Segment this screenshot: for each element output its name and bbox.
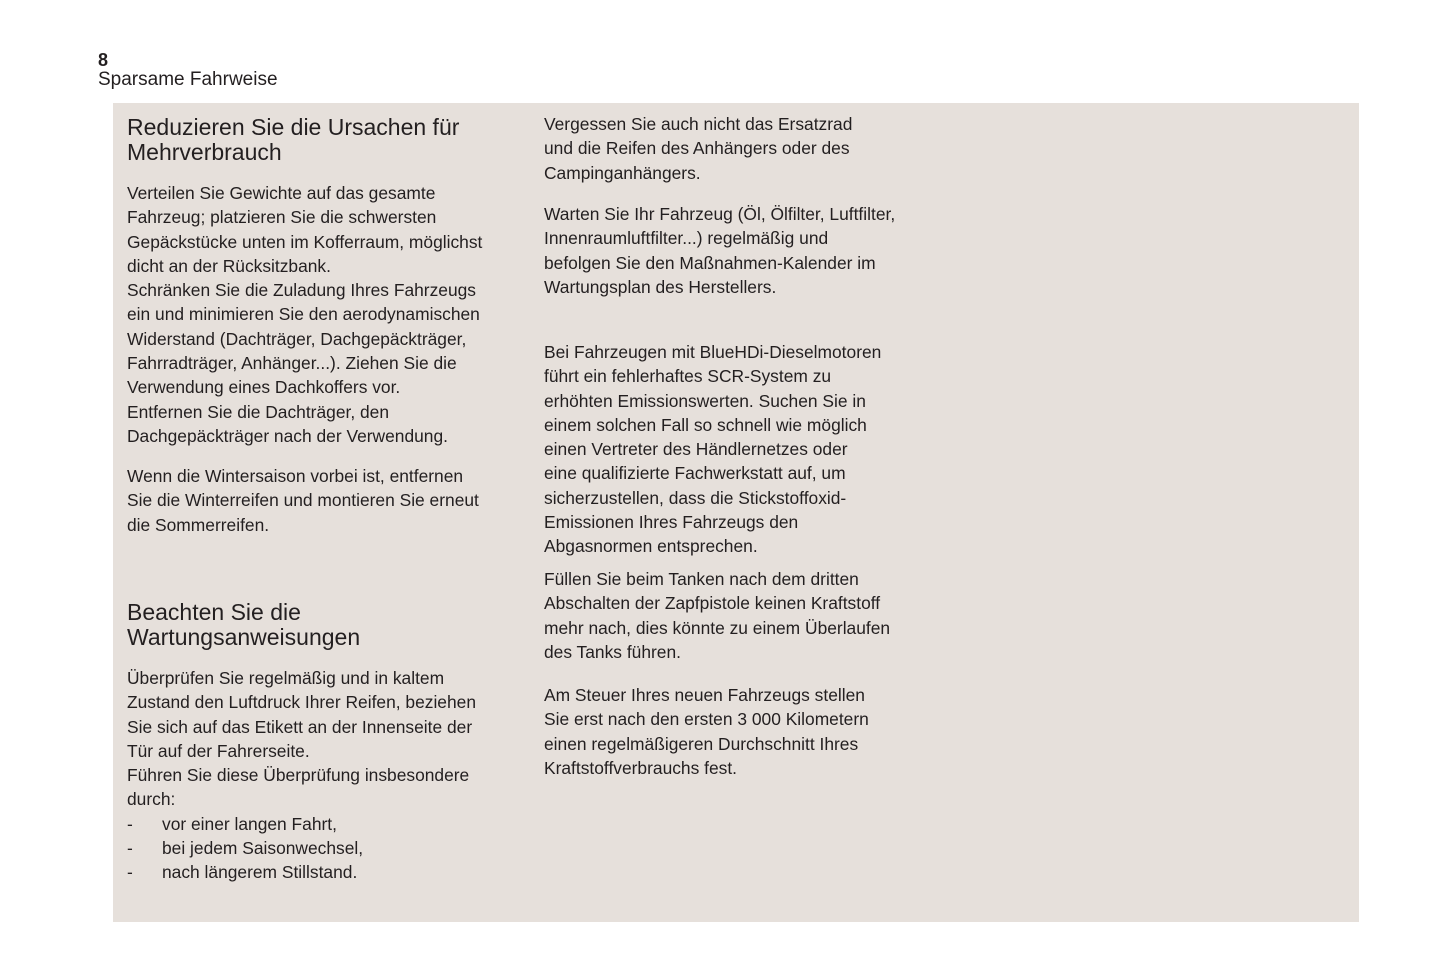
paragraph-refuelling: Füllen Sie beim Tanken nach dem dritten Abschalten der Zapfpistole keinen Kraftstoff mehr nach, dies könnte zu einem Überlaufen des Tanks führen. (544, 569, 891, 662)
bullet-text: vor einer langen Fahrt, (162, 814, 337, 834)
heading-reduce-consumption: Reduzieren Sie die Ursachen für Mehrverbrauch (127, 114, 460, 165)
paragraph-running-in: Am Steuer Ihres neuen Fahrzeugs stellen Sie erst nach den ersten 3 000 Kilometern einen regelmäßigeren Durchschnitt Ihres Kraftstoffverbrauchs fest. (544, 685, 869, 778)
bullet-dash: - (127, 838, 133, 858)
page-number: 8 (98, 50, 109, 70)
paragraph-bluehdi-scr: Bei Fahrzeugen mit BlueHDi-Dieselmotoren führt ein fehlerhaftes SCR-System zu erhöhten Emissionswerten. Suchen Sie in einem solchen Fall so schnell wie möglich einen Vertreter des Händlernetzes oder eine qualifizierte Fachwerkstatt auf, um sicherzustellen, dass die Stickstoffoxid- Emissionen Ihres Fahrzeugs den Abgasnormen entsprechen. (544, 342, 882, 557)
paragraph-spare-wheel: Vergessen Sie auch nicht das Ersatzrad und die Reifen des Anhängers oder des Campinganhängers. (544, 114, 853, 183)
heading-maintenance: Beachten Sie die Wartungsanweisungen (127, 599, 361, 650)
bullet-text: nach längerem Stillstand. (162, 862, 358, 882)
paragraph-weight-distribution: Verteilen Sie Gewichte auf das gesamte Fahrzeug; platzieren Sie die schwersten Gepäckstücke unten im Kofferraum, möglichst dicht an der Rücksitzbank. Schränken Sie die Zuladung Ihres Fahrzeugs ein und minimieren Sie den aerodynamischen Widerstand (Dachträger, Dachgepäckträger, Fahrradträger, Anhänger...). Ziehen Sie die Verwendung eines Dachkoffers vor. Entfernen Sie die Dachträger, den Dachgepäckträger nach der Verwendung. (127, 183, 483, 446)
paragraph-tyre-pressure: Überprüfen Sie regelmäßig und in kaltem Zustand den Luftdruck Ihrer Reifen, beziehen Sie sich auf das Etikett an der Innenseite der Tür auf der Fahrerseite. Führen Sie diese Überprüfung insbesondere durch: (127, 668, 476, 810)
section-title: Sparsame Fahrweise (98, 69, 278, 90)
paragraph-vehicle-service: Warten Sie Ihr Fahrzeug (Öl, Ölfilter, Luftfilter, Innenraumluftfilter...) regelmäßig und befolgen Sie den Maßnahmen-Kalender im Wartungsplan des Herstellers. (544, 204, 896, 297)
paragraph-winter-tyres: Wenn die Wintersaison vorbei ist, entfernen Sie die Winterreifen und montieren Sie erneut die Sommerreifen. (127, 466, 479, 535)
bullet-dash: - (127, 862, 133, 882)
bullet-text: bei jedem Saisonwechsel, (162, 838, 364, 858)
bullet-dash: - (127, 814, 133, 834)
